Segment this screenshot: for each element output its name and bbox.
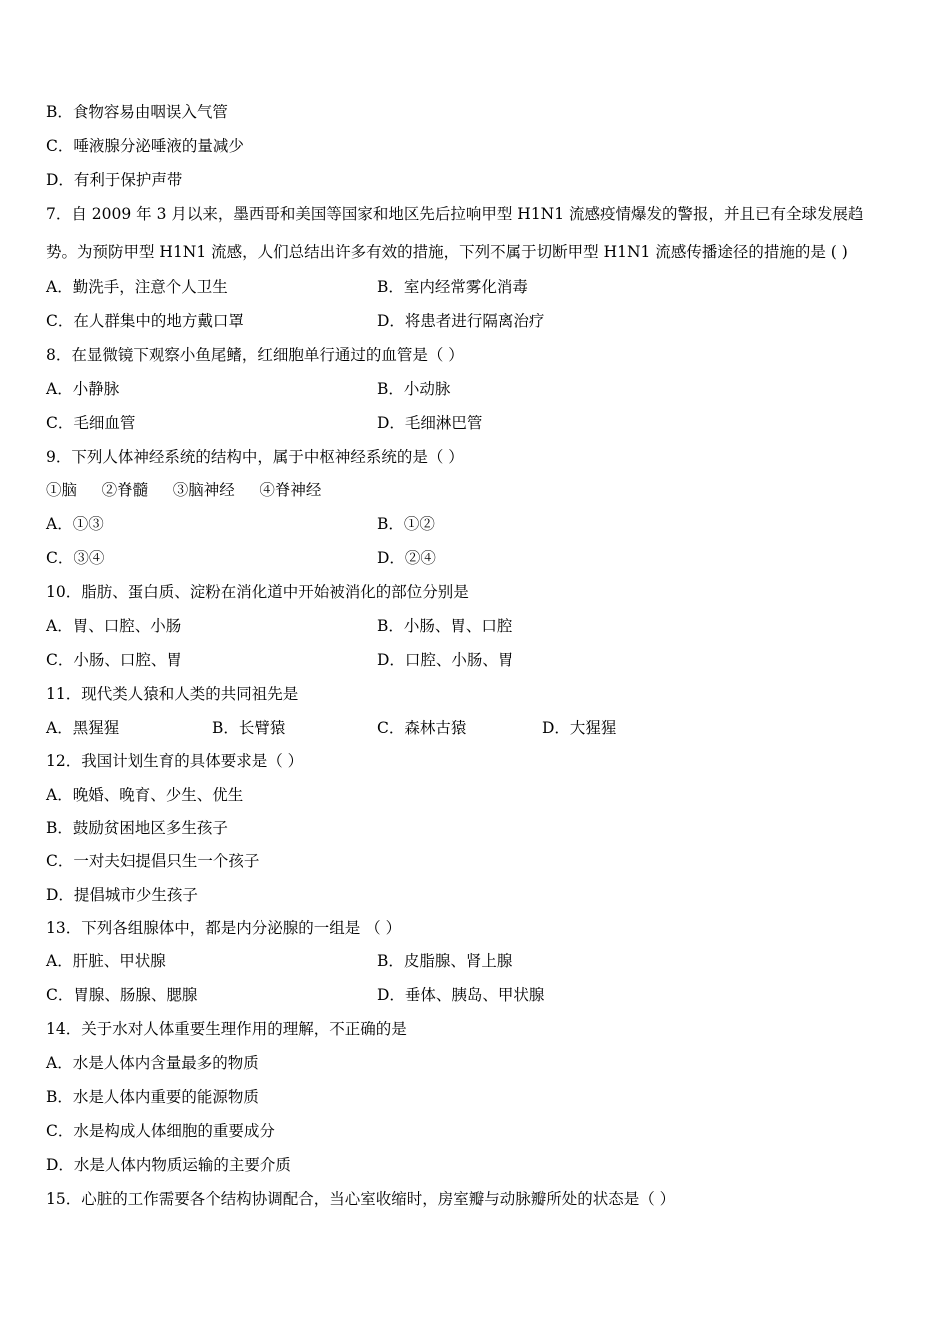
question-12-option-d: D．提倡城市少生孩子 <box>46 886 198 904</box>
question-12-option-c: C．一对夫妇提倡只生一个孩子 <box>46 852 260 870</box>
question-8-option-b: B．小动脉 <box>377 380 451 398</box>
question-11-option-c: C．森林古猿 <box>377 719 467 737</box>
question-10-option-a: A．胃、口腔、小肠 <box>46 617 182 635</box>
question-12-option-a: A．晚婚、晚育、少生、优生 <box>46 786 244 804</box>
question-10-option-b: B．小肠、胃、口腔 <box>377 617 513 635</box>
question-7-option-c: C．在人群集中的地方戴口罩 <box>46 312 244 330</box>
question-11-option-d: D．大猩猩 <box>542 719 617 737</box>
question-12-option-b: B．鼓励贫困地区多生孩子 <box>46 819 228 837</box>
question-9-items: ①脑 ②脊髓 ③脑神经 ④脊神经 <box>46 481 322 499</box>
question-9-option-b: B．①② <box>377 515 435 533</box>
question-13-option-c: C．胃腺、肠腺、腮腺 <box>46 986 198 1004</box>
question-8-option-c: C．毛细血管 <box>46 414 136 432</box>
question-8-option-d: D．毛细淋巴管 <box>377 414 483 432</box>
line-6-option-c: C．唾液腺分泌唾液的量减少 <box>46 137 244 155</box>
question-9-stem: 9．下列人体神经系统的结构中，属于中枢神经系统的是（ ） <box>46 448 464 466</box>
question-7-stem-line-1: 7．自 2009 年 3 月以来，墨西哥和美国等国家和地区先后拉响甲型 H1N1 流感疫情爆发的警报，并且已有全球发展趋 <box>46 205 864 223</box>
question-8-option-a: A．小静脉 <box>46 380 120 398</box>
question-8-stem: 8．在显微镜下观察小鱼尾鳍，红细胞单行通过的血管是（ ） <box>46 346 464 364</box>
question-7-option-b: B．室内经常雾化消毒 <box>377 278 528 296</box>
question-14-option-c: C．水是构成人体细胞的重要成分 <box>46 1122 275 1140</box>
question-13-option-d: D．垂体、胰岛、甲状腺 <box>377 986 545 1004</box>
question-13-option-b: B．皮脂腺、肾上腺 <box>377 952 513 970</box>
question-9-option-d: D．②④ <box>377 549 436 567</box>
question-10-option-c: C．小肠、口腔、胃 <box>46 651 182 669</box>
question-10-option-d: D．口腔、小肠、胃 <box>377 651 514 669</box>
question-14-option-d: D．水是人体内物质运输的主要介质 <box>46 1156 291 1174</box>
question-13-stem: 13．下列各组腺体中，都是内分泌腺的一组是 （ ） <box>46 919 402 937</box>
question-14-stem: 14．关于水对人体重要生理作用的理解，不正确的是 <box>46 1020 407 1038</box>
question-15-stem: 15．心脏的工作需要各个结构协调配合，当心室收缩时，房室瓣与动脉瓣所处的状态是（ ） <box>46 1190 676 1208</box>
question-7-option-a: A．勤洗手，注意个人卫生 <box>46 278 228 296</box>
question-9-option-a: A．①③ <box>46 515 104 533</box>
line-6-option-d: D．有利于保护声带 <box>46 171 183 189</box>
question-9-option-c: C．③④ <box>46 549 105 567</box>
question-7-stem-line-2: 势。为预防甲型 H1N1 流感，人们总结出许多有效的措施，下列不属于切断甲型 H1N1 流感传播途径的措施的是 ( ) <box>46 243 848 261</box>
question-14-option-a: A．水是人体内含量最多的物质 <box>46 1054 259 1072</box>
question-11-stem: 11．现代类人猿和人类的共同祖先是 <box>46 685 299 703</box>
question-14-option-b: B．水是人体内重要的能源物质 <box>46 1088 259 1106</box>
question-12-stem: 12．我国计划生育的具体要求是（ ） <box>46 752 304 770</box>
question-11-option-b: B．长臂猿 <box>212 719 286 737</box>
line-6-option-b: B．食物容易由咽误入气管 <box>46 103 228 121</box>
question-13-option-a: A．肝脏、甲状腺 <box>46 952 166 970</box>
question-10-stem: 10．脂肪、蛋白质、淀粉在消化道中开始被消化的部位分别是 <box>46 583 469 601</box>
question-7-option-d: D．将患者进行隔离治疗 <box>377 312 545 330</box>
question-11-option-a: A．黑猩猩 <box>46 719 120 737</box>
